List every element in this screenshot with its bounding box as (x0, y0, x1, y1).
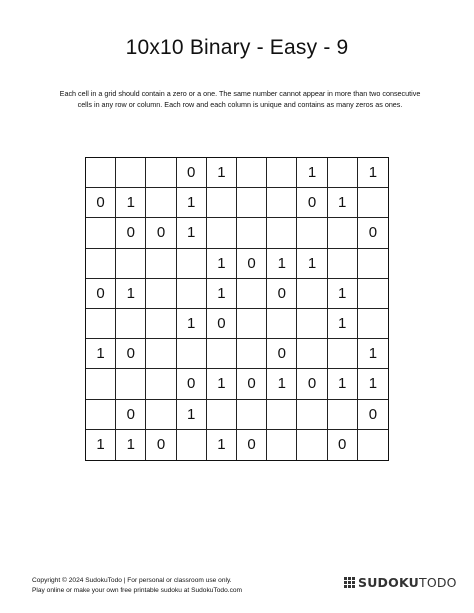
grid-cell[interactable] (177, 279, 207, 309)
grid-cell[interactable]: 0 (297, 188, 327, 218)
grid-cell[interactable] (267, 158, 297, 188)
grid-cell[interactable]: 1 (86, 430, 116, 460)
promo-text: Play online or make your own free printable sudoku at SudokuTodo.com (32, 586, 243, 594)
logo-text-light: TODO (418, 574, 457, 590)
grid-cell[interactable]: 0 (267, 339, 297, 369)
grid-cell[interactable]: 0 (207, 309, 237, 339)
grid-cell[interactable] (86, 369, 116, 399)
footer (32, 576, 242, 595)
grid-cell[interactable]: 1 (177, 309, 207, 339)
grid-cell[interactable] (297, 430, 327, 460)
grid-cell[interactable] (207, 218, 237, 248)
grid-cell[interactable]: 1 (116, 188, 146, 218)
grid-cell[interactable] (358, 309, 388, 339)
page-title: 10x10 Binary - Easy - 9 (125, 36, 349, 59)
grid-cell[interactable] (207, 400, 237, 430)
grid-cell[interactable]: 1 (358, 369, 388, 399)
grid-cell[interactable]: 0 (116, 218, 146, 248)
grid-cell[interactable]: 1 (358, 339, 388, 369)
grid-cell[interactable]: 1 (116, 430, 146, 460)
grid-cell[interactable]: 1 (297, 158, 327, 188)
grid-cell[interactable] (86, 309, 116, 339)
grid-cell[interactable] (297, 400, 327, 430)
grid-cell[interactable]: 1 (207, 158, 237, 188)
grid-cell[interactable]: 0 (177, 369, 207, 399)
grid-cell[interactable] (86, 158, 116, 188)
grid-cell[interactable] (267, 430, 297, 460)
grid-cell[interactable] (146, 249, 176, 279)
grid-cell[interactable]: 0 (146, 430, 176, 460)
grid-cell[interactable]: 1 (358, 158, 388, 188)
grid-cell[interactable]: 0 (358, 400, 388, 430)
grid-logo-icon (344, 577, 355, 588)
sudokutodo-logo (344, 575, 457, 589)
grid-cell[interactable] (177, 249, 207, 279)
grid-cell[interactable] (146, 369, 176, 399)
grid-cell[interactable] (237, 309, 267, 339)
grid-cell[interactable]: 1 (177, 218, 207, 248)
grid-cell[interactable]: 1 (267, 249, 297, 279)
grid-cell[interactable] (358, 279, 388, 309)
grid-cell[interactable] (237, 400, 267, 430)
grid-cell[interactable]: 0 (86, 279, 116, 309)
grid-cell[interactable]: 1 (207, 369, 237, 399)
instructions-line-1: Each cell in a grid should contain a zero or a one. The same number cannot appear in more than two consecutive (59, 89, 421, 98)
grid-cell[interactable]: 1 (116, 279, 146, 309)
grid-cell[interactable]: 1 (297, 249, 327, 279)
grid-cell[interactable] (86, 218, 116, 248)
grid-cell[interactable] (297, 339, 327, 369)
grid-cell[interactable] (328, 158, 358, 188)
grid-cell[interactable] (237, 339, 267, 369)
copyright-text: Copyright © 2024 SudokuTodo | For personal or classroom use only. (32, 577, 232, 584)
grid-cell[interactable] (207, 339, 237, 369)
grid-cell[interactable] (328, 218, 358, 248)
grid-cell[interactable] (146, 158, 176, 188)
grid-cell[interactable] (267, 400, 297, 430)
grid-cell[interactable] (267, 309, 297, 339)
grid-cell[interactable] (146, 309, 176, 339)
grid-cell[interactable] (237, 158, 267, 188)
grid-cell[interactable] (237, 188, 267, 218)
instructions (40, 89, 440, 110)
grid-cell[interactable]: 0 (358, 218, 388, 248)
grid-cell[interactable] (146, 339, 176, 369)
grid-cell[interactable]: 0 (116, 339, 146, 369)
grid-cell[interactable] (297, 218, 327, 248)
grid-cell[interactable] (207, 188, 237, 218)
grid-cell[interactable]: 1 (328, 309, 358, 339)
grid-cell[interactable]: 1 (207, 279, 237, 309)
grid-cell[interactable]: 1 (328, 369, 358, 399)
grid-cell[interactable]: 1 (207, 249, 237, 279)
grid-cell[interactable]: 0 (237, 430, 267, 460)
grid-cell[interactable] (358, 430, 388, 460)
grid-cell[interactable] (237, 279, 267, 309)
grid-cell[interactable]: 1 (207, 430, 237, 460)
grid-cell[interactable]: 0 (86, 188, 116, 218)
grid-cell[interactable] (328, 339, 358, 369)
grid-cell[interactable] (297, 279, 327, 309)
grid-cell[interactable] (328, 249, 358, 279)
grid-cell[interactable]: 1 (328, 188, 358, 218)
logo-text-bold: SUDOKU (358, 574, 419, 590)
grid-cell[interactable]: 1 (177, 400, 207, 430)
binary-puzzle-grid (85, 157, 389, 461)
grid-cell[interactable]: 1 (328, 279, 358, 309)
grid-cell[interactable]: 0 (237, 369, 267, 399)
grid-cell[interactable] (237, 218, 267, 248)
grid-cell[interactable] (116, 158, 146, 188)
grid-cell[interactable] (177, 430, 207, 460)
grid-cell[interactable] (358, 188, 388, 218)
grid-cell[interactable] (116, 249, 146, 279)
grid-cell[interactable] (328, 400, 358, 430)
grid-cell[interactable] (267, 218, 297, 248)
grid-cell[interactable]: 0 (177, 158, 207, 188)
grid-cell[interactable] (86, 249, 116, 279)
grid-cell[interactable]: 1 (177, 188, 207, 218)
grid-cell[interactable] (358, 249, 388, 279)
grid-cell[interactable] (116, 369, 146, 399)
instructions-line-2: cells in any row or column. Each row and each column is unique and contains as many zeros as ones. (77, 99, 403, 109)
grid-cell[interactable] (146, 279, 176, 309)
grid-cell[interactable]: 0 (146, 218, 176, 248)
grid-cell[interactable]: 0 (267, 279, 297, 309)
grid-cell[interactable] (177, 339, 207, 369)
grid-cell[interactable]: 0 (297, 369, 327, 399)
grid-cell[interactable]: 0 (237, 249, 267, 279)
grid-cell[interactable] (86, 400, 116, 430)
grid-cell[interactable] (146, 400, 176, 430)
grid-cell[interactable] (116, 309, 146, 339)
grid-cell[interactable]: 1 (267, 369, 297, 399)
grid-cell[interactable]: 0 (328, 430, 358, 460)
grid-cell[interactable] (297, 309, 327, 339)
grid-cell[interactable] (146, 188, 176, 218)
grid-cell[interactable]: 0 (116, 400, 146, 430)
grid-cell[interactable]: 1 (86, 339, 116, 369)
grid-cell[interactable] (267, 188, 297, 218)
